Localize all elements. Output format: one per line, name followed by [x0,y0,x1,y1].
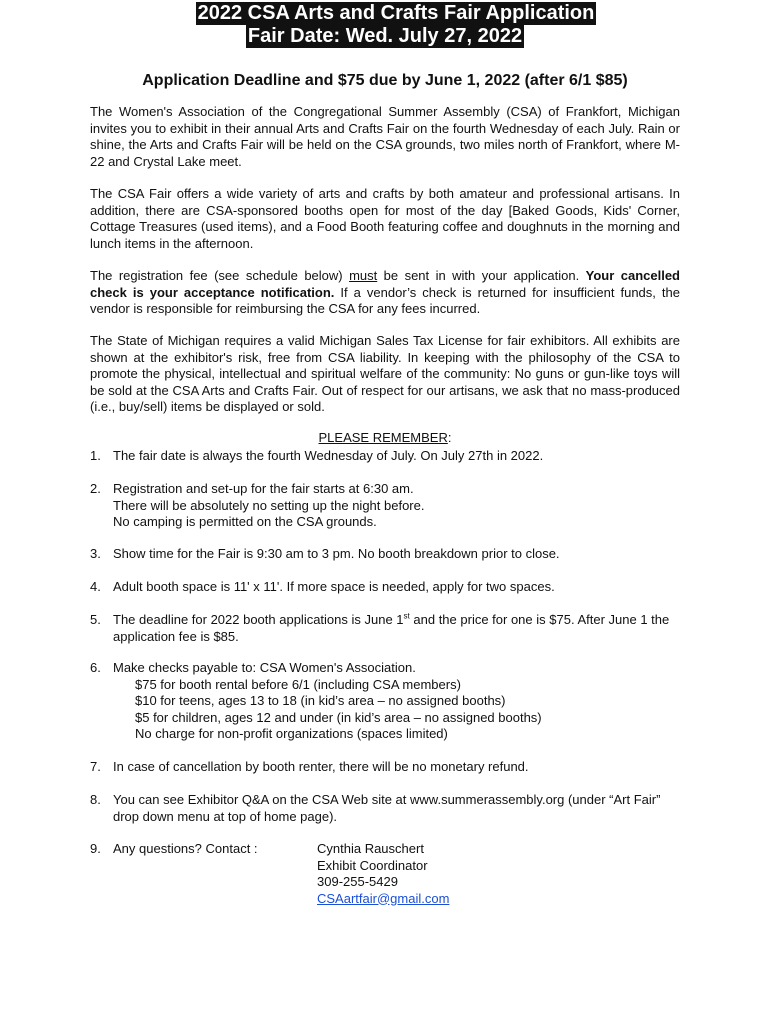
please-remember-heading [0,430,770,445]
list-number-1: 1. [90,448,101,463]
p3-text-b: be sent in with your application. [377,268,586,283]
title-line-1: 2022 CSA Arts and Crafts Fair Application [197,2,595,24]
p3-text-a: The registration fee (see schedule below) [90,268,350,283]
list-item-4 [90,579,680,596]
list-number-2: 2. [90,481,101,496]
contact-name: Cynthia Rauschert [317,841,424,856]
p3-text-c: If a vendor’s check is returned for insufficient funds, the vendor is responsible for reimbursing the CSA for any fees incurred. [90,284,680,316]
list-text-9: Any questions? Contact : [113,841,258,856]
list-number-3: 3. [90,546,101,561]
list-text-5-a: The deadline for 2022 booth applications is June 1 [113,612,404,627]
list-number-9: 9. [90,841,101,856]
list-text-2-line-3: No camping is permitted on the CSA grounds. [113,514,377,529]
please-remember-label: PLEASE REMEMBER [318,430,448,445]
list-item-7 [90,759,680,776]
list-text-6-line-3: $10 for teens, ages 13 to 18 (in kid’s area – no assigned booths) [135,693,506,708]
please-remember-colon: : [447,430,452,445]
list-text-7: In case of cancellation by booth renter, there will be no monetary refund. [113,759,529,774]
list-text-5 [113,612,680,645]
fair-offers-paragraph: The CSA Fair offers a wide variety of arts and crafts by both amateur and professional artisans. In addition, there are CSA-sponsored booths open for most of the day [Baked Goods, Kids' Corner, Cottage Treasures (used items), and a Food Booth featuring coffee and doughnuts in the morning and lunch items in the afternoon. [90,186,680,251]
list-text-5-b: and the price for one is $75. After June 1 the application fee is $85. [113,612,670,644]
list-item-5 [90,612,680,645]
p3-bold-notice: Your cancelled check is your acceptance notification. [90,268,681,300]
list-text-6-line-1: Make checks payable to: CSA Women's Association. [113,660,416,675]
list-text-8: You can see Exhibitor Q&A on the CSA Web site at www.summerassembly.org (under “Art Fair” drop down menu at top of home page). [113,792,661,824]
list-item-2 [90,481,680,531]
michigan-tax-paragraph: The State of Michigan requires a valid Michigan Sales Tax License for fair exhibitors. All exhibits are shown at the exhibitor's risk, free from CSA liability. In keeping with the philosophy of the CSA to promote the physical, intellectual and spiritual welfare of the community: No guns or gun-like toys will be sold at the CSA Arts and Crafts Fair. Out of respect for our artisans, we ask that no mass-produced (i.e., buy/sell) items be displayed or sold. [90,333,680,414]
contact-email-wrap [317,891,449,908]
list-number-8: 8. [90,792,101,807]
list-item-8 [90,792,680,825]
list-text-2-line-1: Registration and set-up for the fair starts at 6:30 am. [113,481,414,496]
list-item-6 [90,660,680,743]
list-text-6-line-5: No charge for non-profit organizations (spaces limited) [135,726,448,741]
list-text-6-line-4: $5 for children, ages 12 and under (in kid’s area – no assigned booths) [135,709,542,725]
contact-role: Exhibit Coordinator [317,857,428,873]
contact-phone: 309-255-5429 [317,874,398,889]
title-line-2: Fair Date: Wed. July 27, 2022 [247,25,523,47]
intro-paragraph: The Women's Association of the Congregational Summer Assembly (CSA) of Frankfort, Michigan invites you to exhibit in their annual Arts and Crafts Fair on the fourth Wednesday of each July. Rain or shine, the Arts and Crafts Fair will be held on the CSA grounds, two miles north of Frankfort, where M-22 and Crystal Lake meet. [90,104,680,169]
contact-email-link[interactable]: CSAartfair@gmail.com [317,890,450,906]
registration-fee-paragraph [90,268,680,318]
list-text-4: Adult booth space is 11' x 11'. If more space is needed, apply for two spaces. [113,579,555,594]
list-number-5: 5. [90,612,101,627]
title-block [0,2,770,48]
list-text-2-line-2: There will be absolutely no setting up the night before. [113,497,425,513]
p3-must: must [349,268,378,283]
list-text-3: Show time for the Fair is 9:30 am to 3 pm. No booth breakdown prior to close. [113,546,560,561]
list-item-1 [90,448,680,465]
deadline-heading: Application Deadline and $75 due by June 1, 2022 (after 6/1 $85) [142,72,628,89]
list-text-6-line-2: $75 for booth rental before 6/1 (including CSA members) [135,676,461,692]
list-number-4: 4. [90,579,101,594]
list-text-1: The fair date is always the fourth Wednesday of July. On July 27th in 2022. [113,448,544,463]
list-item-3 [90,546,680,563]
list-number-7: 7. [90,759,101,774]
list-text-5-sup: st [403,611,410,621]
list-number-6: 6. [90,660,101,675]
